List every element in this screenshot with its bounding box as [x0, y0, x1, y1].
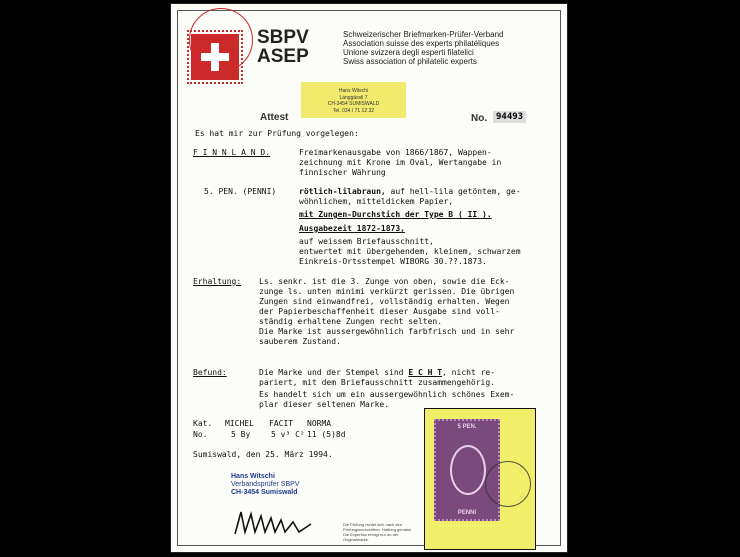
value-label: 5. PEN. (PENNI) [204, 187, 277, 196]
brand-sbpv: SBPV [257, 27, 309, 48]
swiss-cross-logo [191, 34, 239, 80]
address-stamp: Hans Witschi Länggässli 7 CH-3454 SUMISWALD Tel. 034 / 71 12 32 [301, 82, 406, 118]
catalog-kat: Kat. [193, 419, 213, 428]
detail-line-1: auf weissem Briefausschnitt, [299, 237, 434, 246]
zungen-line: mit Zungen-Durchstich der Type B ( II ). [299, 210, 492, 219]
echt-verdict: E C H T [408, 368, 443, 377]
attest-label: Attest [260, 112, 289, 123]
certificate-sheet [170, 3, 568, 553]
befund-line-4: plar dieser seltenen Marke. [259, 400, 390, 409]
catalog-michel-head: MICHEL [225, 419, 254, 428]
befund-label: Befund: [193, 368, 227, 377]
certificate-number: 94493 [493, 111, 526, 123]
description-line-3: finnischer Währung [299, 168, 386, 177]
befund-line-2: pariert, mit dem Briefausschnitt zusammengehörig. [259, 378, 496, 387]
country-label: F I N N L A N D. [193, 148, 271, 157]
handwritten-signature [231, 504, 321, 540]
postmark-cancel [485, 461, 531, 507]
ausgabe-line: Ausgabezeit 1872-1873, [299, 224, 405, 233]
detail-line-3: Einkreis-Ortsstempel WIBORG 30.??.1873. [299, 257, 487, 266]
detail-line-2: entwertet mit übergehendem, kleinem, schwarzem [299, 247, 521, 256]
color-line: rötlich-lilabraun, auf hell-lila getöntem, ge- [299, 187, 521, 196]
description-line-1: Freimarkenausgabe von 1866/1867, Wappen- [299, 148, 492, 157]
catalog-norma-head: NORMA [307, 419, 332, 428]
coat-of-arms-oval [450, 445, 486, 495]
stamp-photograph [424, 408, 536, 550]
description-line-2: zeichnung mit Krone im Oval, Wertangabe in [299, 158, 502, 167]
place-date: Sumiswald, den 25. März 1994. [193, 450, 333, 459]
intro-text: Es hat mir zur Prüfung vorgelegen: [195, 129, 359, 138]
certificate-number-label: No. [471, 113, 488, 124]
association-names: Schweizerischer Briefmarken-Prüfer-Verband Association suisse des experts philatéliques Unione svizzera degli esperti filatelici Swiss association of philatelic experts [343, 30, 504, 66]
befund-line-1: Die Marke und der Stempel sind E C H T, nicht re- [259, 368, 496, 377]
catalog-facit-head: FACIT [269, 419, 294, 428]
signature-stamp: Hans Witschi Verbandsprüfer SBPV CH-3454 Sumiswald [231, 473, 300, 496]
erhaltung-text: Ls. senkr. ist die 3. Zunge von oben, sowie die Eck- zunge ls. unten minimi verkürzt gerissen. Die übrigen Zungen sind einwandfrei, vollständig erhalten. Wegen der Papierbeschaffenheit dieser Ausgabe sind voll- ständig erhaltene Zungen recht selten. Die Marke ist aussergewöhnlich farbfrisch und in sehr sauberem Zustand. [259, 277, 515, 346]
brand-asep: ASEP [257, 46, 309, 67]
catalog-facit-value: 5 v³ C² [271, 430, 305, 439]
catalog-norma-value: 11 (5)8d [307, 430, 346, 439]
footnote: Die Prüfung richtet sich nach den Prüfungsvorschriften. Haftung gemäss Die Expertise erfolgt nur an der Originalmarke. [343, 522, 412, 542]
catalog-michel-value: 5 By [231, 430, 251, 439]
befund-line-3: Es handelt sich um ein aussergewöhnlich schönes Exem- [259, 390, 515, 399]
erhaltung-label: Erhaltung: [193, 277, 242, 286]
paper-line: wöhnlichem, mitteldickem Papier, [299, 197, 454, 206]
catalog-no: No. [193, 430, 208, 439]
stamp-image: 5 PEN. PENNI [434, 419, 500, 521]
